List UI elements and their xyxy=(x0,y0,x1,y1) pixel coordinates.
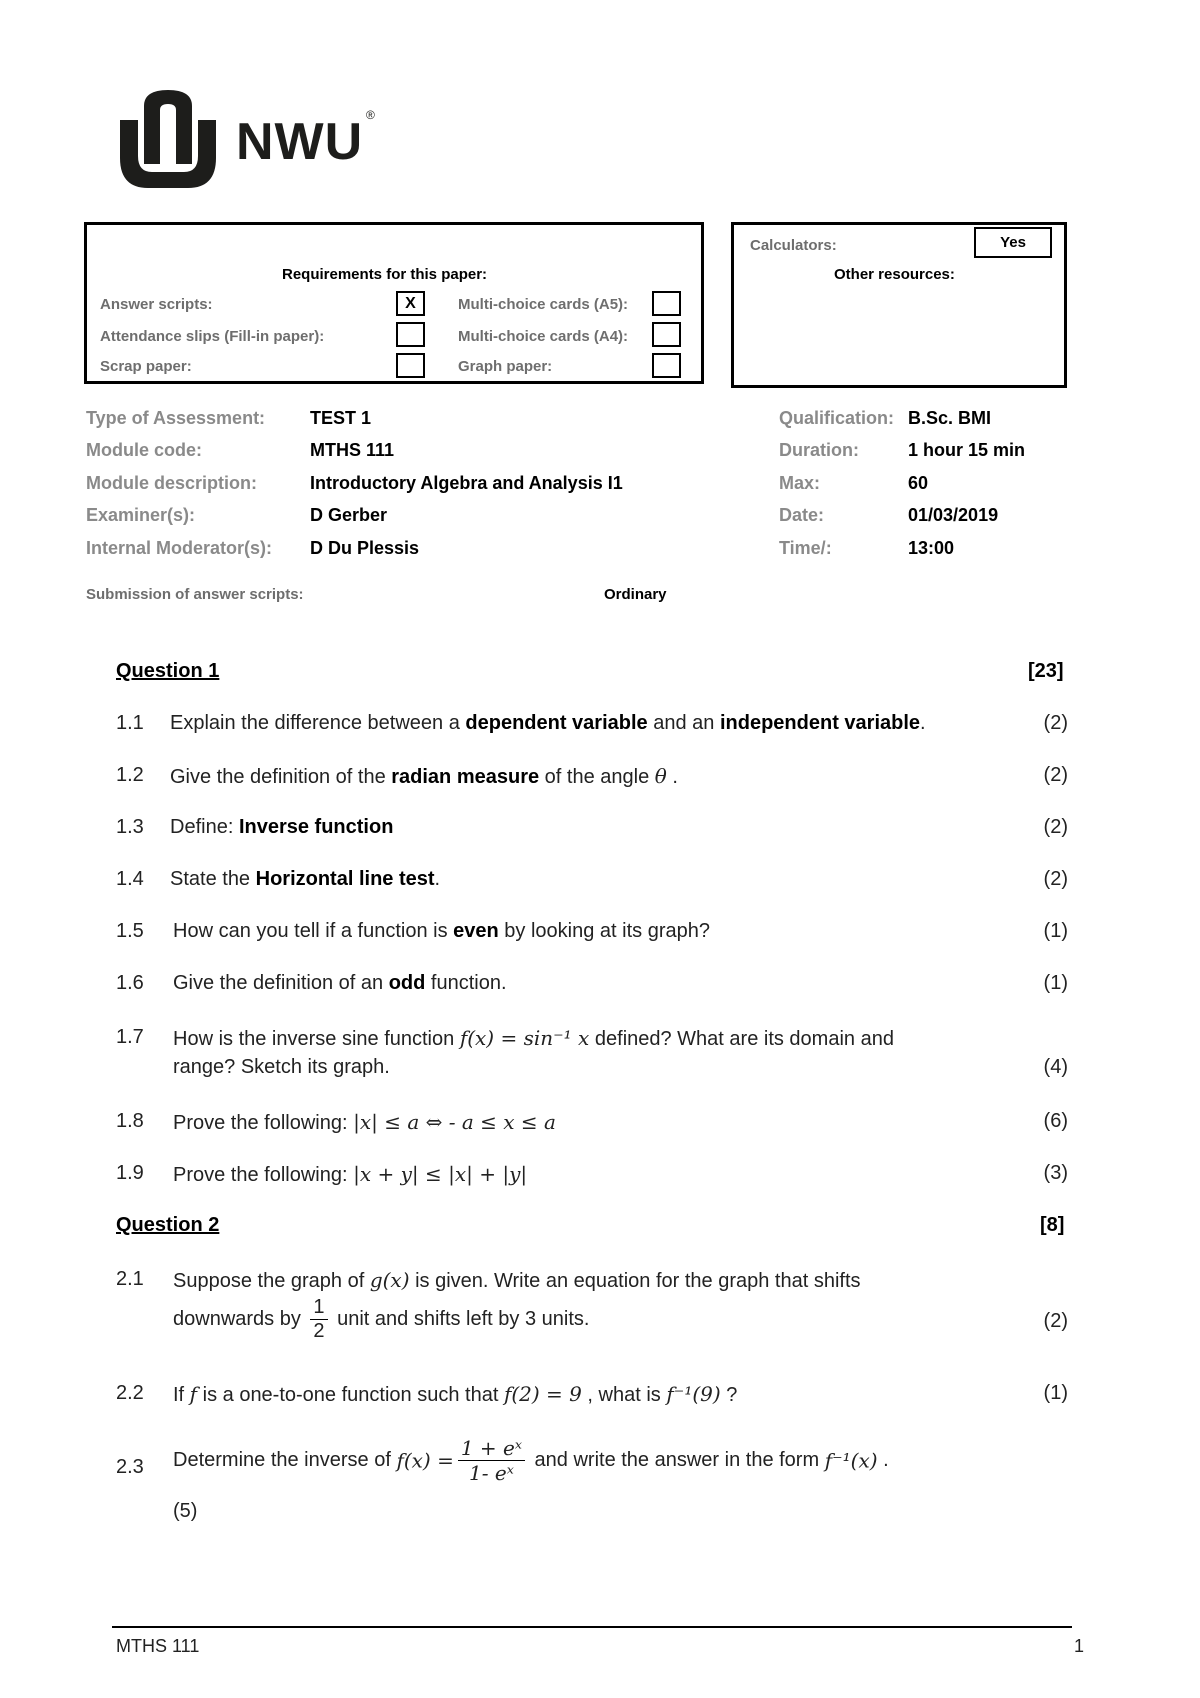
date-value: 01/03/2019 xyxy=(908,505,999,525)
answer-scripts-label: Answer scripts: xyxy=(100,296,213,313)
requirements-heading: Requirements for this paper: xyxy=(282,266,488,283)
question-marks: (2) xyxy=(1043,816,1068,838)
question-2-total: [8] xyxy=(1040,1214,1065,1236)
question-number: 1.7 xyxy=(116,1026,144,1048)
submission-label: Submission of answer scripts: xyxy=(86,586,304,603)
question-1-total: [23] xyxy=(1028,660,1064,682)
moderator-value: D Du Plessis xyxy=(310,538,420,558)
question-marks: (4) xyxy=(1043,1056,1068,1078)
module-description-label: Module description: xyxy=(86,473,257,493)
question-1-9-text: Prove the following: |x + y| ≤ |x| + |y| xyxy=(173,1162,528,1186)
question-marks: (2) xyxy=(1043,712,1068,734)
question-marks: (2) xyxy=(1043,1310,1068,1332)
examiner-value: D Gerber xyxy=(310,505,388,525)
question-marks: (5) xyxy=(173,1500,198,1522)
registered-mark: ® xyxy=(366,108,375,122)
time-value: 13:00 xyxy=(908,538,955,558)
question-number: 1.1 xyxy=(116,712,144,734)
attendance-slips-checkbox xyxy=(396,322,425,347)
question-1-5-text: How can you tell if a function is even by looking at its graph? xyxy=(173,920,710,942)
question-marks: (1) xyxy=(1043,1382,1068,1404)
question-1-2-text: Give the definition of the radian measure of the angle θ . xyxy=(170,764,678,788)
duration-value: 1 hour 15 min xyxy=(908,440,1026,460)
graph-paper-label: Graph paper: xyxy=(458,358,553,375)
question-marks: (2) xyxy=(1043,764,1068,786)
graph-paper-checkbox xyxy=(652,353,681,378)
question-1-1-text: Explain the difference between a dependent variable and an independent variable. xyxy=(170,712,926,734)
question-1-6-text: Give the definition of an odd function. xyxy=(173,972,507,994)
max-value: 60 xyxy=(908,473,929,493)
question-marks: (6) xyxy=(1043,1110,1068,1132)
logo-text: NWU xyxy=(236,113,364,171)
question-number: 2.2 xyxy=(116,1382,144,1404)
qualification-value: B.Sc. BMI xyxy=(908,408,992,428)
footer-page-number: 1 xyxy=(1074,1636,1085,1656)
question-number: 1.9 xyxy=(116,1162,144,1184)
question-1-7-text: How is the inverse sine function f(x) = sin⁻¹ x defined? What are its domain and xyxy=(173,1026,894,1050)
module-description-value: Introductory Algebra and Analysis I1 xyxy=(310,473,623,493)
question-1-heading: Question 1 xyxy=(116,660,220,682)
question-number: 1.6 xyxy=(116,972,144,994)
answer-scripts-checkbox: X xyxy=(396,291,425,316)
mc-a4-checkbox xyxy=(652,322,681,347)
question-1-4-text: State the Horizontal line test. xyxy=(170,868,441,890)
mc-a4-label: Multi-choice cards (A4): xyxy=(458,328,629,345)
calculators-label: Calculators: xyxy=(750,237,837,254)
qualification-label: Qualification: xyxy=(779,408,895,428)
attendance-slips-label: Attendance slips (Fill-in paper): xyxy=(100,328,325,345)
module-code-label: Module code: xyxy=(86,440,202,460)
assessment-type-label: Type of Assessment: xyxy=(86,408,266,428)
question-2-3-text: Determine the inverse of f(x) = $\frac{\text{1 + eˣ}}{\text{1- eˣ}}$ and write the answer in the form f⁻¹(x) . xyxy=(173,1436,889,1485)
submission-value: Ordinary xyxy=(604,586,667,603)
date-label: Date: xyxy=(779,505,825,525)
question-2-2-text: If f is a one-to-one function such that f(2) = 9 , what is f⁻¹(9) ? xyxy=(173,1382,738,1406)
other-resources-label: Other resources: xyxy=(834,266,955,283)
question-number: 1.4 xyxy=(116,868,144,890)
footer-divider xyxy=(112,1626,1072,1628)
question-1-3-text: Define: Inverse function xyxy=(170,816,394,838)
question-2-1-text-line2: downwards by $\frac{1}{2}$ unit and shifts left by 3 units. xyxy=(173,1296,590,1342)
question-1-7-text-line2: range? Sketch its graph. xyxy=(173,1056,390,1078)
max-label: Max: xyxy=(779,473,821,493)
question-number: 1.8 xyxy=(116,1110,144,1132)
time-label: Time/: xyxy=(779,538,832,558)
scrap-paper-label: Scrap paper: xyxy=(100,358,192,375)
examiner-label: Examiner(s): xyxy=(86,505,196,525)
question-number: 2.3 xyxy=(116,1456,144,1478)
footer-module-code: MTHS 111 xyxy=(116,1636,200,1656)
question-number: 1.5 xyxy=(116,920,144,942)
question-marks: (3) xyxy=(1043,1162,1068,1184)
question-marks: (1) xyxy=(1043,920,1068,942)
question-number: 1.2 xyxy=(116,764,144,786)
question-number: 2.1 xyxy=(116,1268,144,1290)
assessment-type-value: TEST 1 xyxy=(310,408,372,428)
calculators-value: Yes xyxy=(974,227,1052,258)
question-1-8-text: Prove the following: |x| ≤ a ⇔ - a ≤ x ≤ a xyxy=(173,1110,556,1134)
mc-a5-checkbox xyxy=(652,291,681,316)
question-2-1-text: Suppose the graph of g(x) is given. Write an equation for the graph that shifts xyxy=(173,1268,861,1292)
question-number: 1.3 xyxy=(116,816,144,838)
mc-a5-label: Multi-choice cards (A5): xyxy=(458,296,629,313)
scrap-paper-checkbox xyxy=(396,353,425,378)
moderator-label: Internal Moderator(s): xyxy=(86,538,273,558)
duration-label: Duration: xyxy=(779,440,859,460)
question-marks: (2) xyxy=(1043,868,1068,890)
module-code-value: MTHS 111 xyxy=(310,440,395,460)
question-marks: (1) xyxy=(1043,972,1068,994)
question-2-heading: Question 2 xyxy=(116,1214,220,1236)
